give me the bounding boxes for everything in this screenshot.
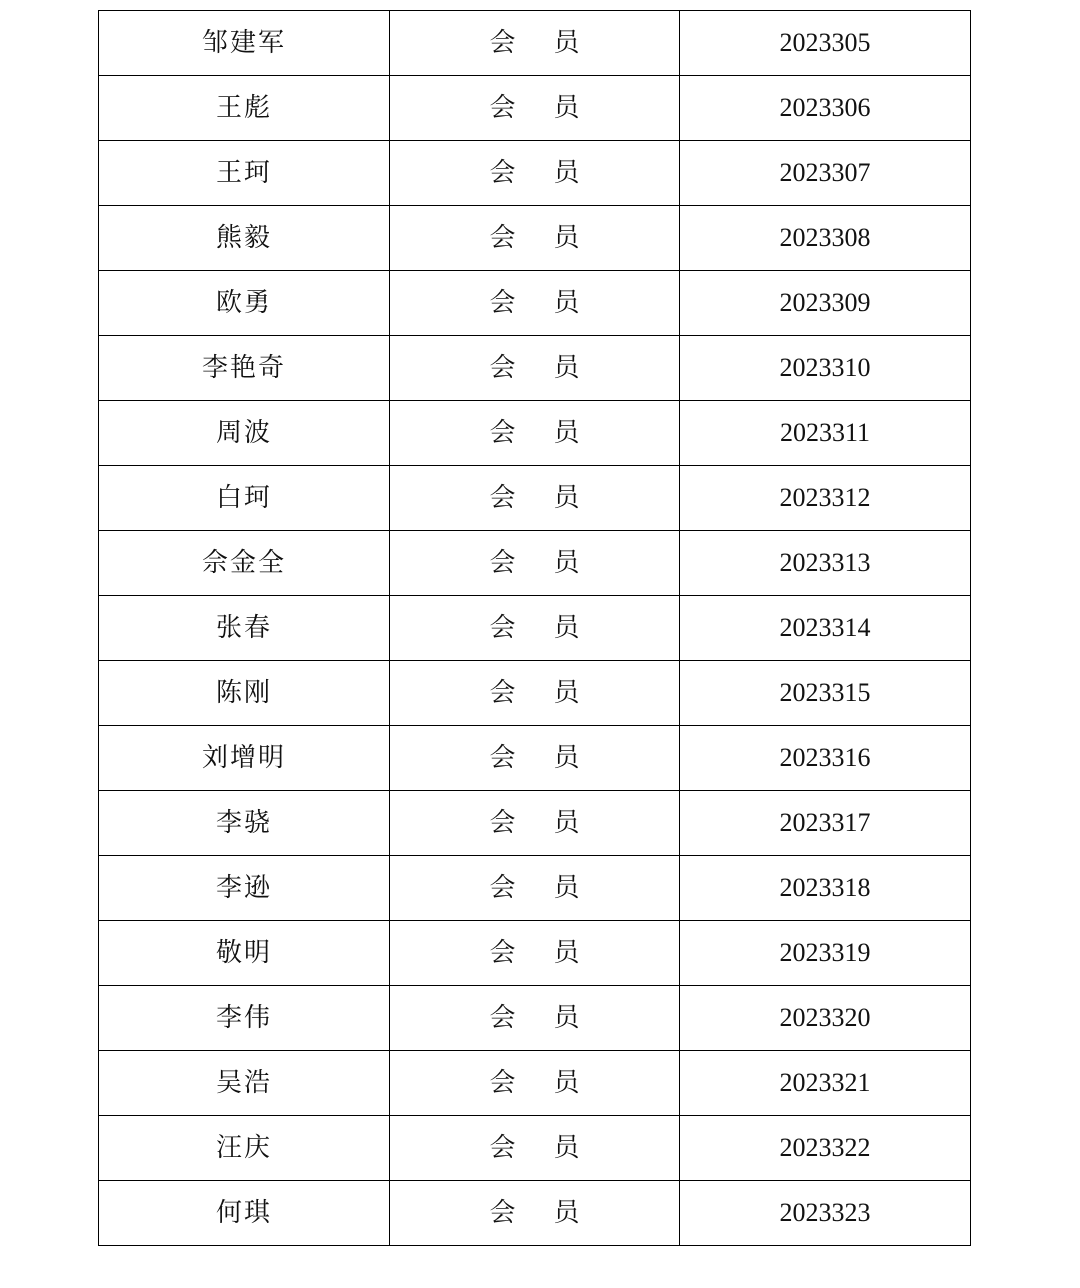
member-role-char-1: 会 xyxy=(489,873,516,903)
member-name-cell xyxy=(99,76,390,141)
member-id: 2023317 xyxy=(779,808,871,837)
member-id-cell xyxy=(680,531,971,596)
member-name: 刘增明 xyxy=(201,743,286,773)
member-role-char-1: 会 xyxy=(489,1133,516,1163)
member-name-cell xyxy=(99,661,390,726)
member-role-char-2: 员 xyxy=(553,353,580,383)
member-id-cell xyxy=(680,206,971,271)
member-name-cell xyxy=(99,11,390,76)
member-id: 2023321 xyxy=(779,1068,871,1097)
member-role-char-2: 员 xyxy=(553,483,580,513)
member-name-cell xyxy=(99,466,390,531)
member-name-cell xyxy=(99,271,390,336)
member-table xyxy=(98,10,971,1246)
member-name: 周波 xyxy=(215,418,272,448)
member-name-cell xyxy=(99,1116,390,1181)
member-name-cell xyxy=(99,336,390,401)
member-name: 熊毅 xyxy=(215,223,272,253)
table-row xyxy=(99,726,971,791)
member-role-cell xyxy=(390,336,680,401)
member-role-cell xyxy=(390,921,680,986)
member-role-char-1: 会 xyxy=(489,93,516,123)
member-id: 2023314 xyxy=(779,613,871,642)
member-name-cell xyxy=(99,1181,390,1246)
member-id-cell xyxy=(680,401,971,466)
member-role-cell xyxy=(390,726,680,791)
member-id: 2023322 xyxy=(779,1133,871,1162)
member-role-cell xyxy=(390,531,680,596)
table-row xyxy=(99,1116,971,1181)
table-row xyxy=(99,856,971,921)
member-role-char-2: 员 xyxy=(553,808,580,838)
member-id-cell xyxy=(680,76,971,141)
member-name: 佘金全 xyxy=(201,548,286,578)
member-role-cell xyxy=(390,401,680,466)
table-row xyxy=(99,271,971,336)
member-name-cell xyxy=(99,596,390,661)
member-name-cell xyxy=(99,141,390,206)
member-id: 2023307 xyxy=(779,158,871,187)
member-name-cell xyxy=(99,531,390,596)
table-row xyxy=(99,401,971,466)
member-name-cell xyxy=(99,856,390,921)
member-role-cell xyxy=(390,856,680,921)
member-id-cell xyxy=(680,1116,971,1181)
member-name: 白珂 xyxy=(215,483,272,513)
member-role-char-1: 会 xyxy=(489,1198,516,1228)
member-role-char-2: 员 xyxy=(553,28,580,58)
member-id-cell xyxy=(680,791,971,856)
member-role-cell xyxy=(390,76,680,141)
member-id-cell xyxy=(680,596,971,661)
member-role-char-2: 员 xyxy=(553,873,580,903)
member-role-cell xyxy=(390,11,680,76)
member-id: 2023323 xyxy=(779,1198,871,1227)
member-id: 2023313 xyxy=(779,548,871,577)
member-id: 2023310 xyxy=(779,353,871,382)
member-role-cell xyxy=(390,791,680,856)
member-name: 李伟 xyxy=(215,1003,272,1033)
member-role-char-1: 会 xyxy=(489,353,516,383)
member-name: 李骁 xyxy=(215,808,272,838)
member-role-char-1: 会 xyxy=(489,418,516,448)
table-row xyxy=(99,1181,971,1246)
member-role-char-1: 会 xyxy=(489,1068,516,1098)
member-name-cell xyxy=(99,401,390,466)
member-id-cell xyxy=(680,921,971,986)
member-id-cell xyxy=(680,271,971,336)
table-row xyxy=(99,596,971,661)
member-id: 2023311 xyxy=(779,418,871,447)
member-role-char-1: 会 xyxy=(489,678,516,708)
member-id: 2023319 xyxy=(779,938,871,967)
member-table-body xyxy=(99,11,971,1246)
member-name: 王彪 xyxy=(215,93,272,123)
member-id-cell xyxy=(680,661,971,726)
member-id: 2023318 xyxy=(779,873,871,902)
member-id: 2023312 xyxy=(779,483,871,512)
member-name: 吴浩 xyxy=(215,1068,272,1098)
member-role-cell xyxy=(390,271,680,336)
member-id-cell xyxy=(680,1181,971,1246)
member-id: 2023316 xyxy=(779,743,871,772)
member-role-char-2: 员 xyxy=(553,93,580,123)
member-role-cell xyxy=(390,661,680,726)
member-role-char-2: 员 xyxy=(553,158,580,188)
member-name: 汪庆 xyxy=(215,1133,272,1163)
member-name-cell xyxy=(99,1051,390,1116)
member-role-cell xyxy=(390,1116,680,1181)
member-role-char-2: 员 xyxy=(553,613,580,643)
member-role-cell xyxy=(390,1181,680,1246)
member-role-char-2: 员 xyxy=(553,418,580,448)
table-row xyxy=(99,336,971,401)
member-role-char-1: 会 xyxy=(489,613,516,643)
member-role-char-1: 会 xyxy=(489,483,516,513)
table-row xyxy=(99,791,971,856)
member-name: 王珂 xyxy=(215,158,272,188)
table-row xyxy=(99,206,971,271)
member-role-cell xyxy=(390,986,680,1051)
member-id: 2023308 xyxy=(779,223,871,252)
table-row xyxy=(99,76,971,141)
member-name: 敬明 xyxy=(215,938,272,968)
table-row xyxy=(99,466,971,531)
member-role-char-2: 员 xyxy=(553,1198,580,1228)
table-row xyxy=(99,11,971,76)
member-id: 2023305 xyxy=(779,28,871,57)
member-role-cell xyxy=(390,466,680,531)
member-role-char-1: 会 xyxy=(489,288,516,318)
member-id-cell xyxy=(680,726,971,791)
member-role-char-1: 会 xyxy=(489,938,516,968)
member-role-char-1: 会 xyxy=(489,223,516,253)
member-role-char-2: 员 xyxy=(553,743,580,773)
table-row xyxy=(99,141,971,206)
member-id-cell xyxy=(680,141,971,206)
member-name-cell xyxy=(99,726,390,791)
member-name: 邹建军 xyxy=(201,28,286,58)
member-id-cell xyxy=(680,11,971,76)
member-name: 李逊 xyxy=(215,873,272,903)
member-role-char-2: 员 xyxy=(553,548,580,578)
member-id-cell xyxy=(680,336,971,401)
member-name: 陈刚 xyxy=(215,678,272,708)
member-id-cell xyxy=(680,856,971,921)
member-role-char-2: 员 xyxy=(553,288,580,318)
member-name: 何琪 xyxy=(215,1198,272,1228)
member-role-char-2: 员 xyxy=(553,1133,580,1163)
member-name: 欧勇 xyxy=(215,288,272,318)
member-name-cell xyxy=(99,791,390,856)
member-role-char-2: 员 xyxy=(553,1003,580,1033)
member-role-char-1: 会 xyxy=(489,548,516,578)
member-role-char-2: 员 xyxy=(553,678,580,708)
table-row xyxy=(99,661,971,726)
member-id: 2023309 xyxy=(779,288,871,317)
member-role-char-2: 员 xyxy=(553,938,580,968)
member-role-cell xyxy=(390,206,680,271)
member-role-cell xyxy=(390,1051,680,1116)
member-id-cell xyxy=(680,466,971,531)
member-name: 李艳奇 xyxy=(201,353,286,383)
member-name: 张春 xyxy=(215,613,272,643)
member-id: 2023315 xyxy=(779,678,871,707)
member-role-char-1: 会 xyxy=(489,743,516,773)
member-name-cell xyxy=(99,921,390,986)
member-id-cell xyxy=(680,986,971,1051)
table-row xyxy=(99,986,971,1051)
table-row xyxy=(99,1051,971,1116)
table-row xyxy=(99,921,971,986)
member-role-char-1: 会 xyxy=(489,1003,516,1033)
member-role-char-1: 会 xyxy=(489,808,516,838)
member-name-cell xyxy=(99,986,390,1051)
member-id-cell xyxy=(680,1051,971,1116)
member-role-char-1: 会 xyxy=(489,158,516,188)
member-role-cell xyxy=(390,596,680,661)
member-role-char-2: 员 xyxy=(553,1068,580,1098)
member-role-cell xyxy=(390,141,680,206)
member-id: 2023306 xyxy=(779,93,871,122)
member-name-cell xyxy=(99,206,390,271)
member-role-char-1: 会 xyxy=(489,28,516,58)
table-row xyxy=(99,531,971,596)
member-id: 2023320 xyxy=(779,1003,871,1032)
member-role-char-2: 员 xyxy=(553,223,580,253)
